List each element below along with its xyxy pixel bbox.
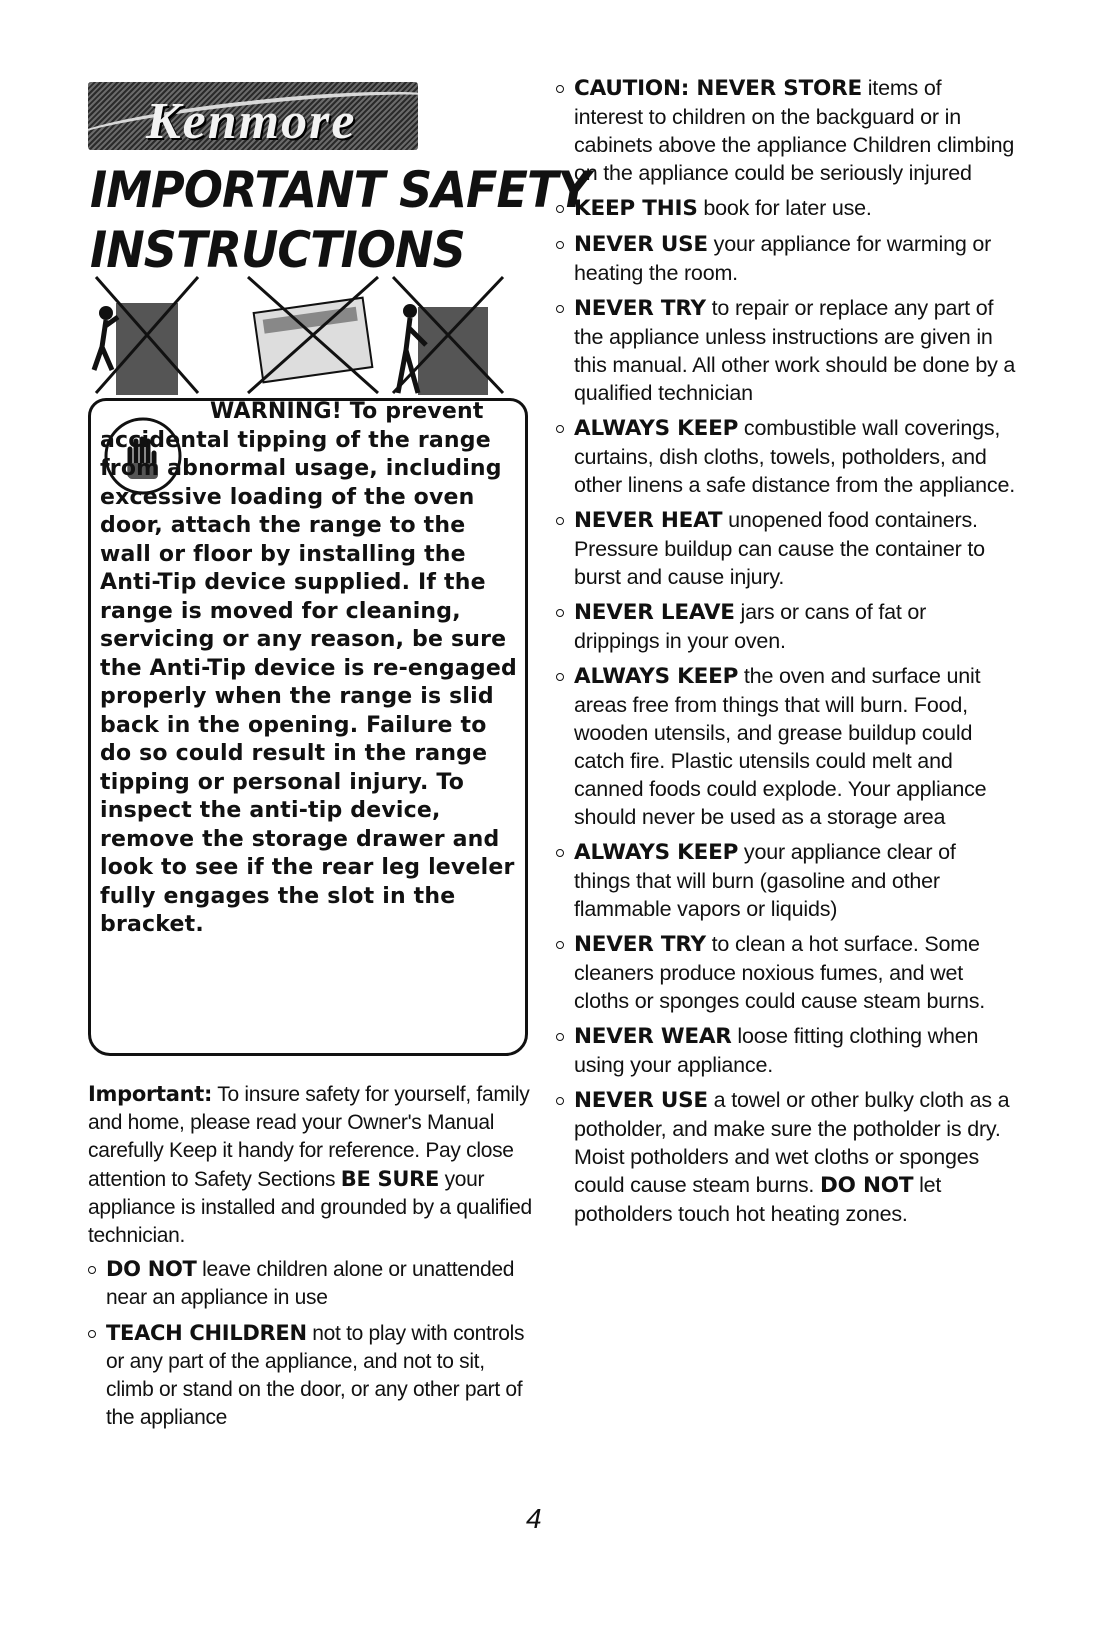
item-lead: ALWAYS KEEP (574, 840, 739, 865)
item-text: the oven and surface unit areas free from things that will burn. Food, wooden utensils, and grease buildup could catch fire. Plastic utensils could melt and canned foods could explode. Your appliance should never be used as a storage area (574, 664, 987, 829)
list-item (556, 1086, 1016, 1228)
important-lead: Important: (88, 1082, 213, 1106)
list-item (556, 194, 1016, 223)
important-text-2: your appliance is installed and grounded by a qualified technician. (88, 1168, 532, 1247)
warning-text: WARNING! To prevent accidental tipping of the range from abnormal usage, including excessive loading of the oven door, attach the range to the wall or floor by installing the Anti-Tip device supplied. If the range is moved for cleaning, servicing or any reason, be sure the Anti-Tip device is re-engaged properly when the range is slid back in the opening. Failure to do so could result in the range tipping or personal injury. To inspect the anti-tip device, remove the storage drawer and look to see if the rear leg leveler fully engages the slot in the bracket. (100, 399, 517, 937)
tip-warning-pictograms (88, 275, 508, 400)
item-text: items of interest to children on the backguard or in cabinets above the appliance Children climbing on the appliance could be seriously injured (574, 76, 1015, 185)
item-lead: KEEP THIS (574, 196, 698, 221)
list-item (556, 838, 1016, 923)
kenmore-logo (88, 82, 418, 150)
list-item (556, 598, 1016, 655)
page-number: 4 (526, 1503, 542, 1534)
item-lead: ALWAYS KEEP (574, 664, 739, 689)
list-item (556, 1022, 1016, 1079)
item-lead: ALWAYS KEEP (574, 416, 739, 441)
item-text: a towel or other bulky cloth as a potholder, and make sure the potholder is dry. Moist potholders and wet cloths or sponges could cause steam burns. (574, 1088, 1010, 1197)
item-text: your appliance clear of things that will burn (gasoline and other flammable vapors or liquids) (574, 840, 956, 921)
item-text: loose fitting clothing when using your appliance. (574, 1024, 979, 1077)
item-text: book for later use. (697, 196, 872, 220)
list-item (88, 1255, 533, 1312)
title-line-1: IMPORTANT SAFETY (90, 161, 590, 219)
item-text: jars or cans of fat or drippings in your oven. (574, 600, 927, 653)
item-lead: TEACH CHILDREN (106, 1321, 307, 1345)
item-lead: NEVER USE (574, 1088, 708, 1113)
left-safety-list (88, 1255, 533, 1439)
item-text: to repair or replace any part of the appliance unless instructions are given in this manual. All other work should be done by a qualified technician (574, 296, 1016, 405)
item-lead: DO NOT (106, 1257, 197, 1281)
page-title (90, 160, 590, 280)
list-item (556, 662, 1016, 831)
list-item (556, 414, 1016, 499)
item-emph: DO NOT (819, 1173, 914, 1198)
logo-text: Kenmore (146, 93, 357, 150)
item-lead: NEVER USE (574, 232, 708, 257)
right-safety-list (556, 74, 1016, 1235)
item-lead: NEVER HEAT (574, 508, 723, 533)
list-item (556, 506, 1016, 591)
item-lead: NEVER LEAVE (574, 600, 735, 625)
item-lead: CAUTION: NEVER STORE (574, 76, 862, 101)
important-paragraph (88, 1080, 533, 1250)
important-text-1: To insure safety for yourself, family and home, please read your Owner's Manual carefully Keep it handy for reference. Pay close attention to Safety Sections (88, 1083, 530, 1191)
child-climbing-pictogram-icon (94, 277, 198, 395)
item-text: leave children alone or unattended near an appliance in use (106, 1258, 515, 1309)
list-item (556, 74, 1016, 187)
person-leaning-door-pictogram-icon (393, 277, 503, 395)
range-tipping-pictogram-icon (248, 277, 378, 393)
item-text: to clean a hot surface. Some cleaners produce noxious fumes, and wet cloths or sponges could cause steam burns. (574, 932, 986, 1013)
item-text: combustible wall coverings, curtains, dish cloths, towels, potholders, and other linens a safe distance from the appliance. (574, 416, 1015, 497)
item-text-2: let potholders touch hot heating zones. (574, 1173, 942, 1226)
item-text: unopened food containers. Pressure buildup can cause the container to burst and cause injury. (574, 508, 985, 589)
item-lead: NEVER TRY (574, 296, 706, 321)
item-lead: NEVER TRY (574, 932, 706, 957)
important-emph: BE SURE (340, 1167, 440, 1191)
item-text: your appliance for warming or heating the room. (574, 232, 992, 285)
item-text: not to play with controls or any part of the appliance, and not to sit, climb or stand on the door, or any other part of the appliance (106, 1322, 525, 1429)
list-item (556, 230, 1016, 287)
item-lead: NEVER WEAR (574, 1024, 732, 1049)
list-item (556, 294, 1016, 407)
title-line-2: INSTRUCTIONS (90, 221, 465, 279)
list-item (556, 930, 1016, 1015)
list-item (88, 1319, 533, 1432)
